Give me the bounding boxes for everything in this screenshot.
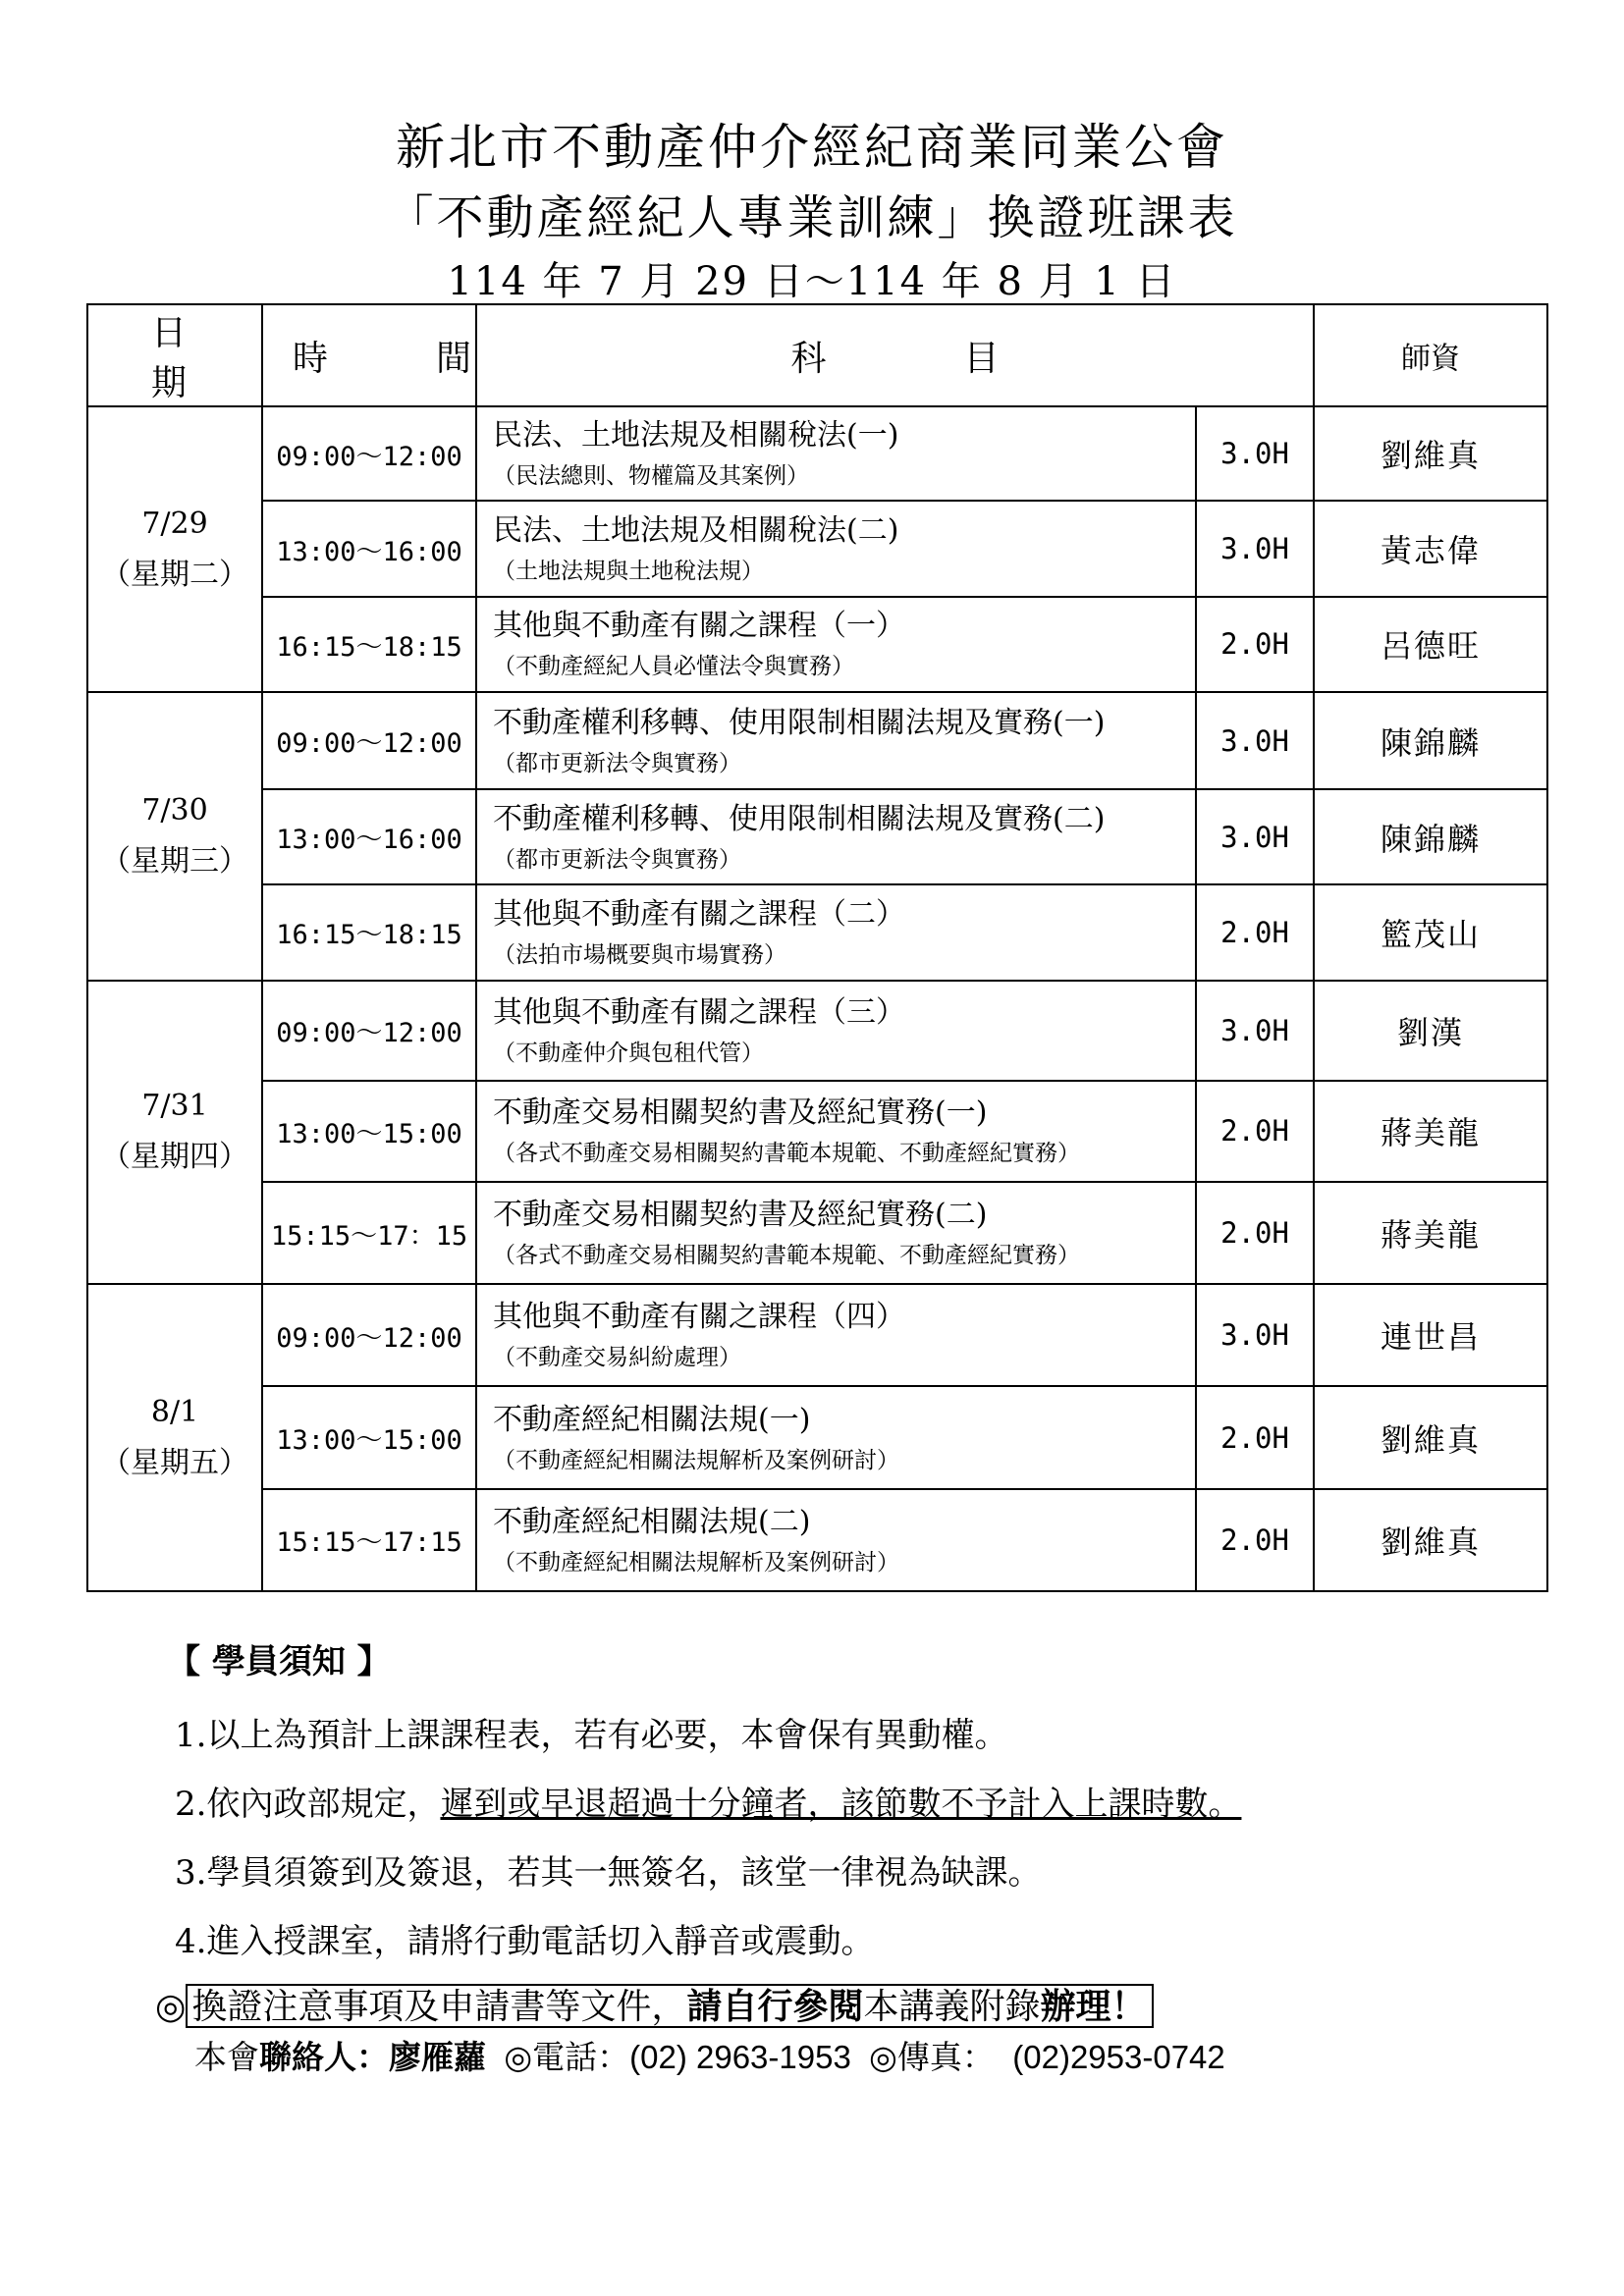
session-teacher: 劉漢 <box>1314 981 1547 1081</box>
table-row <box>87 981 1547 1081</box>
subject-detail: （法拍市場概要與市場實務） <box>493 941 786 968</box>
subject-detail: （不動產經紀人員必懂法令與實務） <box>493 654 854 680</box>
day-cell <box>87 692 262 981</box>
session-subject <box>476 1182 1196 1284</box>
session-subject <box>476 406 1196 501</box>
table-row <box>87 406 1547 501</box>
session-subject <box>476 981 1196 1081</box>
notice-item-1: 1.以上為預計上課課程表，若有必要，本會保有異動權。 <box>175 1716 1008 1755</box>
document-subtitle: 「不動產經紀人專業訓練」換證班課表 <box>386 190 1238 245</box>
subject-detail: （都市更新法令與實務） <box>493 846 741 873</box>
session-time: 09:00～12:00 <box>262 981 476 1081</box>
session-time: 13:00～15:00 <box>262 1081 476 1182</box>
session-subject <box>476 1081 1196 1182</box>
session-teacher: 呂德旺 <box>1314 597 1547 692</box>
session-hours: 2.0H <box>1196 1386 1314 1488</box>
table-row <box>87 1284 1547 1386</box>
subject-title: 其他與不動產有關之課程（二） <box>493 896 905 932</box>
session-hours: 2.0H <box>1196 597 1314 692</box>
session-teacher: 連世昌 <box>1314 1284 1547 1386</box>
header-date: 日期 <box>87 304 262 406</box>
table-row <box>87 597 1547 692</box>
table-row <box>87 884 1547 980</box>
session-time: 13:00～15:00 <box>262 1386 476 1488</box>
subject-detail: （各式不動產交易相關契約書範本規範、不動產經紀實務） <box>493 1141 1080 1167</box>
session-time: 16:15～18:15 <box>262 597 476 692</box>
session-subject <box>476 1284 1196 1386</box>
session-time: 15:15～17：15 <box>262 1182 476 1284</box>
table-row <box>87 1081 1547 1182</box>
table-header-row <box>87 304 1547 406</box>
subject-detail: （不動產交易糾紛處理） <box>493 1345 741 1371</box>
subject-title: 其他與不動產有關之課程（一） <box>493 609 905 644</box>
session-hours: 3.0H <box>1196 789 1314 884</box>
session-time: 09:00～12:00 <box>262 692 476 789</box>
day-weekday: （星期五） <box>101 1445 248 1480</box>
session-subject <box>476 692 1196 789</box>
subject-title: 不動產權利移轉、使用限制相關法規及實務(二) <box>493 801 1106 836</box>
session-teacher: 籃茂山 <box>1314 884 1547 980</box>
subject-title: 不動產經紀相關法規(一) <box>493 1402 811 1437</box>
subject-detail: （都市更新法令與實務） <box>493 750 741 776</box>
table-row <box>87 1489 1547 1591</box>
day-cell <box>87 981 262 1285</box>
subject-detail: （不動產仲介與包租代管） <box>493 1040 764 1066</box>
notice-item-2: 2.依內政部規定，遲到或早退超過十分鐘者，該節數不予計入上課時數。 <box>175 1785 1242 1824</box>
session-hours: 2.0H <box>1196 884 1314 980</box>
day-weekday: （星期四） <box>101 1140 248 1175</box>
renewal-note-box: 換證注意事項及申請書等文件，請自行參閱本講義附錄辦理！ <box>186 1984 1154 2028</box>
session-time: 09:00～12:00 <box>262 406 476 501</box>
session-subject <box>476 1489 1196 1591</box>
schedule-table <box>86 303 1548 1592</box>
session-teacher: 劉維真 <box>1314 406 1547 501</box>
subject-title: 不動產交易相關契約書及經紀實務(一) <box>493 1095 988 1131</box>
subject-title: 其他與不動產有關之課程（四） <box>493 1300 905 1335</box>
table-row <box>87 1386 1547 1488</box>
document-title: 新北市不動產仲介經紀商業同業公會 <box>396 119 1228 176</box>
table-row <box>87 1182 1547 1284</box>
session-teacher: 蔣美龍 <box>1314 1081 1547 1182</box>
session-hours: 3.0H <box>1196 981 1314 1081</box>
session-hours: 3.0H <box>1196 1284 1314 1386</box>
day-date: 7/31 <box>141 1089 208 1124</box>
session-hours: 3.0H <box>1196 692 1314 789</box>
session-hours: 3.0H <box>1196 501 1314 596</box>
header-subject: 科 目 <box>476 304 1314 406</box>
day-date: 7/30 <box>141 792 208 828</box>
session-teacher: 蔣美龍 <box>1314 1182 1547 1284</box>
notice-heading: 【 學員須知 】 <box>167 1642 391 1682</box>
table-row <box>87 501 1547 596</box>
session-teacher: 劉維真 <box>1314 1386 1547 1488</box>
notice-item-3: 3.學員須簽到及簽退，若其一無簽名，該堂一律視為缺課。 <box>175 1853 1042 1893</box>
day-weekday: （星期三） <box>101 843 248 879</box>
subject-detail: （各式不動產交易相關契約書範本規範、不動產經紀實務） <box>493 1243 1080 1269</box>
subject-title: 不動產經紀相關法規(二) <box>493 1504 811 1539</box>
session-teacher: 陳錦麟 <box>1314 789 1547 884</box>
session-time: 13:00～16:00 <box>262 789 476 884</box>
date-range: 114 年 7 月 29 日～114 年 8 月 1 日 <box>447 259 1177 304</box>
contact-line: 本會聯絡人：廖雁蘿 ◎電話：(02) 2963-1953 ◎傳真： (02)2953-0742 <box>194 2039 1225 2075</box>
subject-title: 民法、土地法規及相關稅法(一) <box>493 418 899 454</box>
day-date: 8/1 <box>150 1394 199 1429</box>
session-subject <box>476 1386 1196 1488</box>
session-teacher: 陳錦麟 <box>1314 692 1547 789</box>
header-teacher: 師資 <box>1314 304 1547 406</box>
subject-detail: （土地法規與土地稅法規） <box>493 559 764 585</box>
subject-title: 不動產權利移轉、使用限制相關法規及實務(一) <box>493 705 1106 740</box>
session-subject <box>476 501 1196 596</box>
session-subject <box>476 884 1196 980</box>
session-hours: 3.0H <box>1196 406 1314 501</box>
header-time: 時 間 <box>262 304 476 406</box>
session-time: 16:15～18:15 <box>262 884 476 980</box>
session-hours: 2.0H <box>1196 1081 1314 1182</box>
session-time: 15:15～17:15 <box>262 1489 476 1591</box>
session-teacher: 黃志偉 <box>1314 501 1547 596</box>
day-weekday: （星期二） <box>101 557 248 592</box>
session-subject <box>476 597 1196 692</box>
day-cell <box>87 406 262 692</box>
subject-detail: （不動產經紀相關法規解析及案例研討） <box>493 1447 899 1473</box>
day-cell <box>87 1284 262 1591</box>
session-time: 13:00～16:00 <box>262 501 476 596</box>
renewal-note: ◎ 換證注意事項及申請書等文件，請自行參閱本講義附錄辦理！ <box>155 1979 1154 2029</box>
subject-title: 其他與不動產有關之課程（三） <box>493 994 905 1030</box>
day-date: 7/29 <box>141 506 208 541</box>
notice-item-4: 4.進入授課室，請將行動電話切入靜音或震動。 <box>175 1922 875 1961</box>
subject-title: 不動產交易相關契約書及經紀實務(二) <box>493 1198 988 1233</box>
session-time: 09:00～12:00 <box>262 1284 476 1386</box>
table-row <box>87 692 1547 789</box>
session-hours: 2.0H <box>1196 1182 1314 1284</box>
session-subject <box>476 789 1196 884</box>
session-teacher: 劉維真 <box>1314 1489 1547 1591</box>
subject-detail: （民法總則、物權篇及其案例） <box>493 463 809 490</box>
session-hours: 2.0H <box>1196 1489 1314 1591</box>
subject-title: 民法、土地法規及相關稅法(二) <box>493 513 899 549</box>
table-row <box>87 789 1547 884</box>
subject-detail: （不動產經紀相關法規解析及案例研討） <box>493 1549 899 1575</box>
